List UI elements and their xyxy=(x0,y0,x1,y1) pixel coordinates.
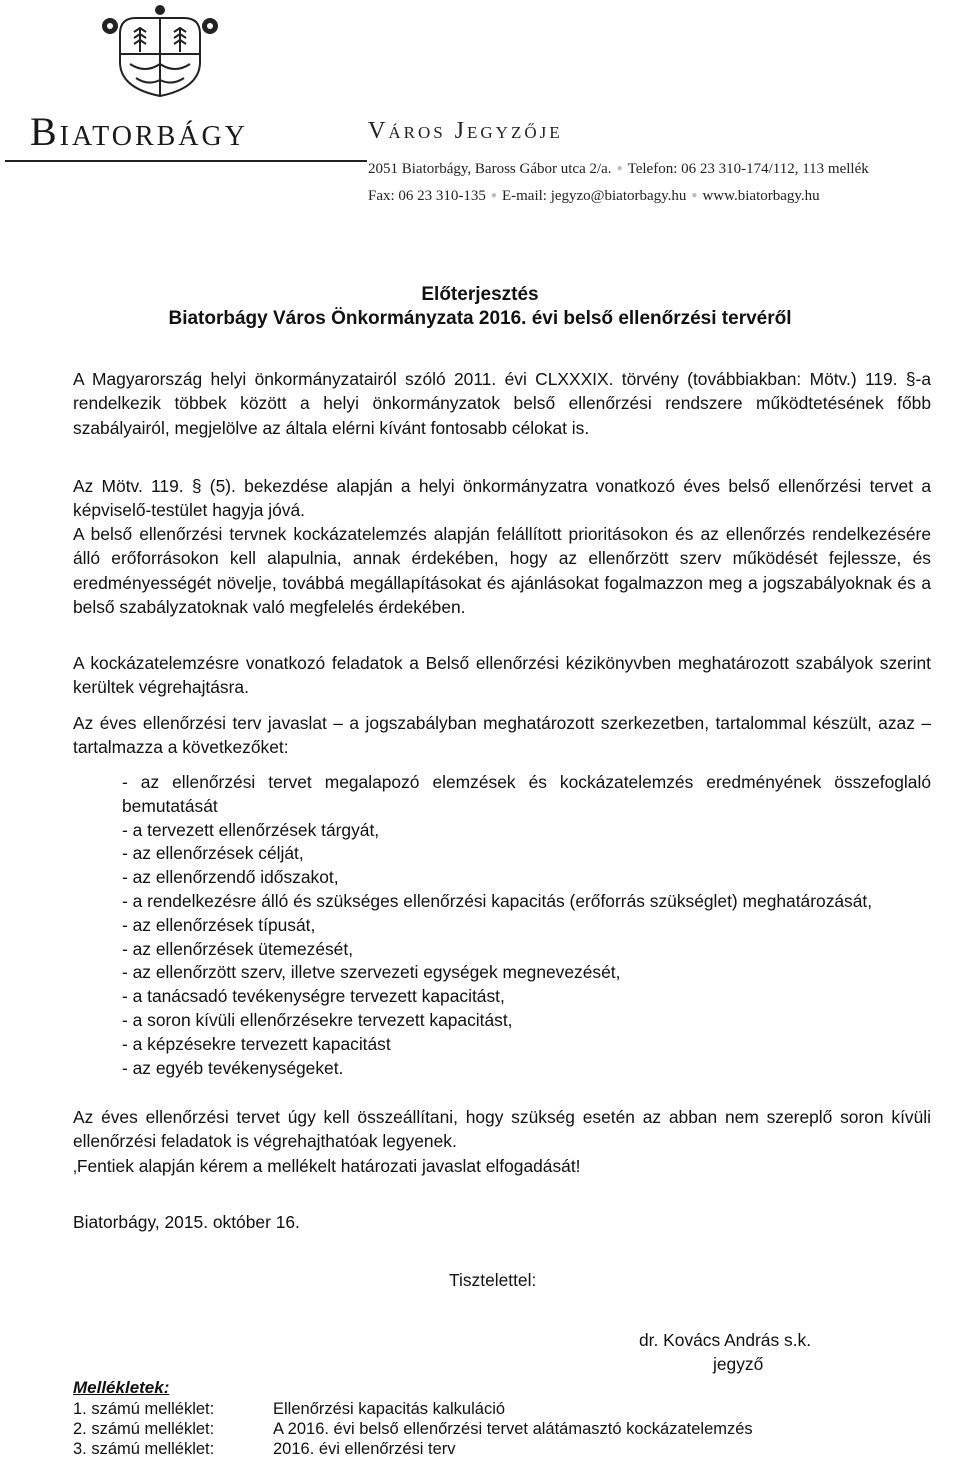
annex-item xyxy=(73,1420,753,1439)
list-item: - a rendelkezésre álló és szükséges ellenőrzési kapacitás (erőforrás szükséglet) meghatározását, xyxy=(122,890,873,911)
website-link[interactable]: www.biatorbagy.hu xyxy=(702,188,820,204)
annex-title: Ellenőrzési kapacitás kalkuláció xyxy=(273,1400,506,1418)
list-item: - az ellenőrzések típusát, xyxy=(122,914,316,935)
list-item: - a képzésekre tervezett kapacitást xyxy=(122,1033,391,1054)
list-item: - az ellenőrzendő időszakot, xyxy=(122,867,339,888)
paragraph-request: ‚Fentiek alapján kérem a mellékelt határozati javaslat elfogadását! xyxy=(73,1156,581,1176)
paragraph-risk-based-plan: A belső ellenőrzési tervnek kockázatelemzés alapján felállított prioritásokon és az ellenőrzés rendelkezésére álló erőforrásokon kell alapulnia, annak érdekében, hogy az ellenőrzött szerv működését fejlessze, és eredményességét növelje, továbbá megállapításokat és ajánlásokat fogalmazzon meg a jogszabályoknak és a belső szabályzatoknak való megfelelés érdekében. xyxy=(73,524,931,617)
office-name: Város Jegyzője xyxy=(368,118,563,144)
address-line-2 xyxy=(368,188,820,205)
list-item: - az ellenőrzések ütemezését, xyxy=(122,938,354,959)
brand-name: Biatorbágy xyxy=(30,109,248,154)
annex-title: A 2016. évi belső ellenőrzési tervet alátámasztó kockázatelemzés xyxy=(273,1420,753,1438)
email-link[interactable]: E-mail: jegyzo@biatorbagy.hu xyxy=(501,188,687,204)
annex-item xyxy=(73,1400,505,1419)
list-item: - a tervezett ellenőrzések tárgyát, xyxy=(122,819,380,840)
document-subject-title: Biatorbágy Város Önkormányzata 2016. évi belső ellenőrzési tervéről xyxy=(168,308,792,329)
plan-contents-list xyxy=(122,771,931,1080)
annex-number: 3. számú melléklet: xyxy=(73,1440,215,1458)
list-item: - az ellenőrzött szerv, illetve szervezeti egységek megnevezését, xyxy=(122,962,621,983)
place-and-date: Biatorbágy, 2015. október 16. xyxy=(73,1212,300,1232)
phone: Telefon: 06 23 310-174/112, 113 mellék xyxy=(627,161,869,177)
list-item: - az egyéb tevékenységeket. xyxy=(122,1057,344,1078)
paragraph-flexibility: Az éves ellenőrzési tervet úgy kell összeállítani, hogy szükség esetén az abban nem szereplő soron kívüli ellenőrzési feladatok is végrehajthatóak legyenek. xyxy=(73,1107,931,1152)
list-item: - a soron kívüli ellenőrzésekre tervezett kapacitást, xyxy=(122,1009,513,1030)
bullet-icon: ● xyxy=(691,190,698,201)
signer-title: jegyző xyxy=(713,1354,764,1374)
signer-name: dr. Kovács András s.k. xyxy=(639,1330,812,1350)
list-item: - a tanácsadó tevékenységre tervezett kapacitást, xyxy=(122,986,505,1007)
paragraph-legal-basis: A Magyarország helyi önkormányzatairól szóló 2011. évi CLXXXIX. törvény (továbbiakban: Mötv.) 119. §-a rendelkezik többek között a helyi önkormányzatok belső ellenőrzési rendszere működtetésének főbb szabályairól, megjelölve az általa elérni kívánt fontosabb célokat is. xyxy=(73,369,931,438)
postal-address: 2051 Biatorbágy, Baross Gábor utca 2/a. xyxy=(368,161,612,177)
paragraph-approval: Az Mötv. 119. § (5). bekezdése alapján a helyi önkormányzatra vonatkozó éves belső ellenőrzési tervet a képviselő-testület hagyja jóvá. xyxy=(73,476,931,521)
bullet-icon: ● xyxy=(616,163,623,174)
bullet-icon: ● xyxy=(490,190,497,201)
annexes-heading: Mellékletek: xyxy=(73,1378,170,1397)
fax: Fax: 06 23 310-135 xyxy=(368,188,486,204)
document-type-title: Előterjesztés xyxy=(421,284,539,305)
annex-number: 2. számú melléklet: xyxy=(73,1420,215,1438)
greeting: Tisztelettel: xyxy=(449,1270,537,1290)
letterhead-divider xyxy=(5,160,367,162)
address-line-1 xyxy=(368,161,869,178)
paragraph-risk-assessment: A kockázatelemzésre vonatkozó feladatok a Belső ellenőrzési kézikönyvben meghatározott szabályok szerint kerültek végrehajtásra. xyxy=(73,653,931,698)
annex-title: 2016. évi ellenőrzési terv xyxy=(273,1440,456,1458)
paragraph-plan-contents: Az éves ellenőrzési terv javaslat – a jogszabályban meghatározott szerkezetben, tartalommal készült, azaz – tartalmazza a következőket: xyxy=(73,713,931,758)
coat-of-arms-icon xyxy=(100,4,220,100)
annex-number: 1. számú melléklet: xyxy=(73,1400,215,1418)
annex-item xyxy=(73,1440,456,1459)
list-item: - az ellenőrzési tervet megalapozó elemzések és kockázatelemzés eredményének összefoglaló bemutatását xyxy=(122,772,931,816)
list-item: - az ellenőrzések célját, xyxy=(122,843,304,864)
